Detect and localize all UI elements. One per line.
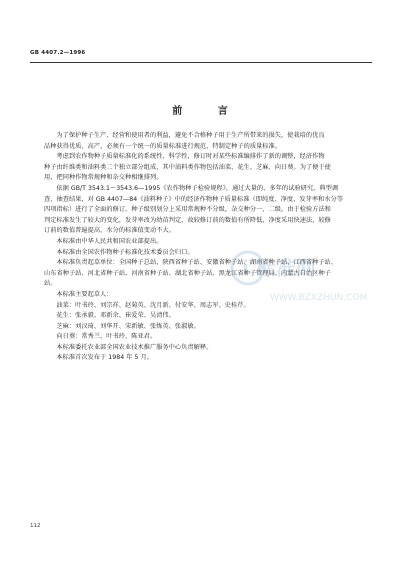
- paragraph-line: 查、抽查结果，对 GB 4407—84《油料种子》中的经济作物种子质量标准（即纯度、净度、发芽率和水分等: [44, 195, 344, 203]
- paragraph-line: 考虑到农作物种子质量标准化的系统性、科学性，修订时对某些标准编排作了新的调整，经济作物: [56, 153, 325, 161]
- watermark-text: i 标准网: [242, 256, 316, 280]
- paragraph-line: 花生：张承毅、邓新余、崔爱荣、吴清伟。: [56, 312, 175, 320]
- paragraph-line: 本标准负责起草单位：全国种子总站、陕西省种子站、安徽省种子站、湖南省种子站、江西省种子站、: [56, 259, 338, 267]
- paragraph-line: 向日葵：常秀兰、叶书玲、陈亚君。: [56, 333, 157, 341]
- paragraph-line: 本标准由全国农作物种子标准化技术委员会归口。: [56, 248, 194, 256]
- paragraph-line: 四项指标）进行了全面的修订。种子级别划分上采用常规种不分级，杂交种分一、二级。由于检验方法和: [44, 206, 331, 214]
- paragraph-line: 依据 GB/T 3543.1～3543.6—1995《农作物种子检验规程》，通过大量的、多年的试验研究、典型调: [56, 184, 339, 192]
- page-number: 112: [30, 523, 41, 529]
- paragraph-line: 种子由纤维类和油料类二个独立部分组成，其中油料类作物包括油菜、花生、芝麻、向日葵。为了便于使: [44, 163, 331, 171]
- page-title: 前 言: [172, 106, 244, 117]
- header-rule: [30, 62, 372, 63]
- body-text: [44, 131, 366, 364]
- paragraph-line: 订前的数值普遍提高，水分的标准值变动不大。: [44, 227, 175, 235]
- paragraph-line: 山东省种子站、河北省种子站、河南省种子站、湖北省种子站、黑龙江省种子管理局、内蒙古自治区种子: [44, 269, 331, 277]
- paragraph-line: 站。: [44, 280, 57, 288]
- paragraph-line: 本标准主要起草人：: [56, 290, 113, 298]
- paragraph-line: 本标准委托农业部全国农业技术推广服务中心负责解释。: [56, 343, 213, 351]
- watermark-url: WWW.BZXZHUN.COM: [270, 293, 368, 303]
- paragraph-line: 油菜：叶书玲、刘宗祥、赵菊英、沈月新、付安华、周志军、史桂芹。: [56, 301, 250, 309]
- paragraph-line: 判定标准发生了较大的变化，发芽率改为幼苗判定，故较修订前的数值有所降低，净度采用快速法，较修: [44, 216, 331, 224]
- paragraph-line: 用，把同种作物常规种和杂交种相继排列。: [44, 174, 163, 182]
- paragraph-line: 为了保护种子生产、经营和使用者的利益，避免不合格种子用于生产所带来的损失，使栽培的优良: [56, 132, 325, 139]
- paragraph-line: 本标准首次发布于 1984 年 5 月。: [56, 354, 154, 362]
- paragraph-line: 本标准由中华人民共和国农业部提出。: [56, 237, 163, 245]
- paragraph-line: 品种获得优质、高产，必须有一个统一的质量标准进行规范，特制定种子的质量标准。: [44, 142, 282, 150]
- paragraph-line: 芝麻：刘汉琦、刘华开、宋新敏、张炼英、张淑敏。: [56, 322, 200, 330]
- standard-code: GB 4407.2—1996: [30, 50, 86, 56]
